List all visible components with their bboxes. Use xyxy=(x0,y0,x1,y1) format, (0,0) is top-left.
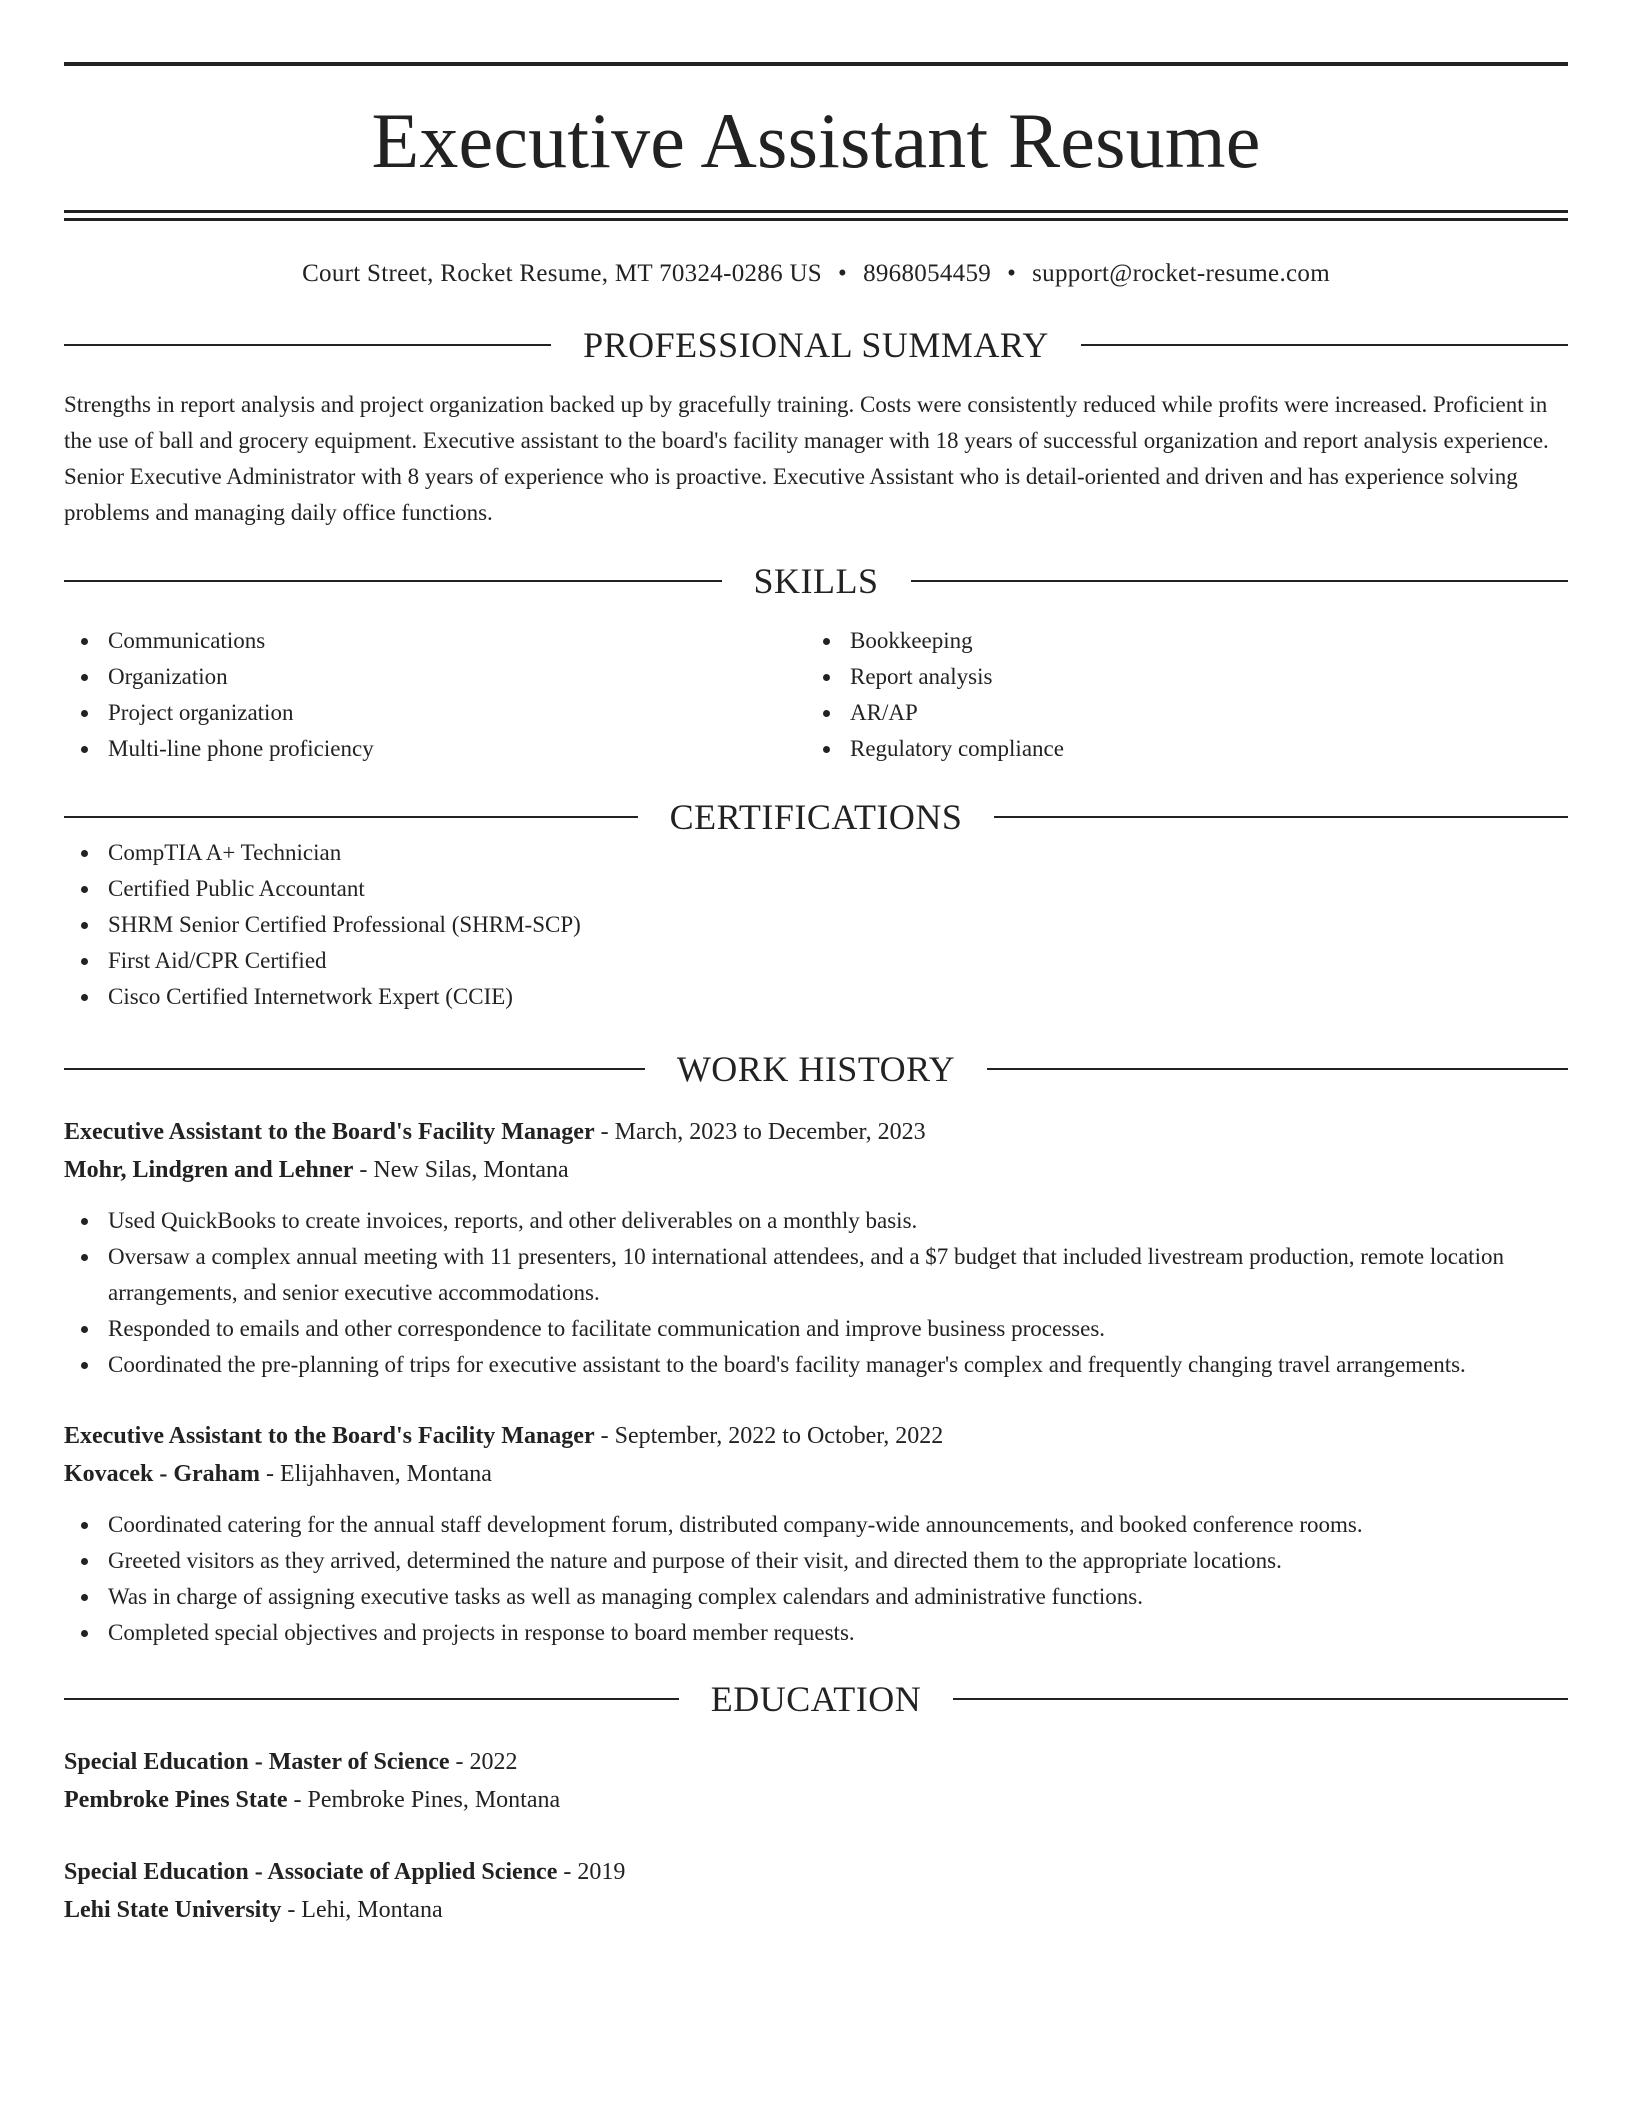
skills-list-left xyxy=(64,623,806,767)
degree-year: - 2019 xyxy=(557,1859,626,1885)
job-title-line xyxy=(64,1417,1568,1455)
contact-separator: • xyxy=(838,260,848,287)
page-title: Executive Assistant Resume xyxy=(371,97,1261,184)
job-role: Executive Assistant to the Board's Facility Manager xyxy=(64,1423,595,1449)
certifications-section-heading xyxy=(64,799,1568,835)
summary-text: Strengths in report analysis and project organization backed up by gracefully training. Costs were consistently reduced while profits were increased. Proficient in the use of ball and grocery equipment. Executive assistant to the board's facility manager with 18 years of successful organization and report analysis experience. Senior Executive Administrator with 8 years of experience who is proactive. Executive Assistant who is detail-oriented and driven and has experience solving problems and managing daily office functions. xyxy=(64,392,1549,525)
heading-rule-left xyxy=(64,1698,679,1700)
certifications-list xyxy=(64,835,1568,1015)
work-section-heading xyxy=(64,1051,1568,1087)
job-duty-item: Coordinated the pre-planning of trips for executive assistant to the board's facility manager's complex and frequently changing travel arrangements. xyxy=(64,1347,1568,1383)
skill-item: AR/AP xyxy=(806,695,1548,731)
job-location: - New Silas, Montana xyxy=(353,1157,569,1183)
heading-rule-right xyxy=(911,580,1569,582)
skill-item: Project organization xyxy=(64,695,806,731)
certifications-heading: CERTIFICATIONS xyxy=(669,797,963,837)
job-duty-item: Greeted visitors as they arrived, determined the nature and purpose of their visit, and directed them to the appropriate locations. xyxy=(64,1543,1568,1579)
job-entry xyxy=(64,1113,1568,1383)
job-entry xyxy=(64,1417,1568,1651)
contact-separator: • xyxy=(1007,260,1017,287)
heading-rule-right xyxy=(994,816,1568,818)
job-dates: - March, 2023 to December, 2023 xyxy=(594,1119,926,1145)
contact-phone: 8968054459 xyxy=(863,260,992,287)
certification-item: Certified Public Accountant xyxy=(64,871,1568,907)
skill-item: Bookkeeping xyxy=(806,623,1548,659)
work-heading: WORK HISTORY xyxy=(676,1049,956,1089)
heading-rule-right xyxy=(1081,344,1568,346)
heading-rule-right xyxy=(953,1698,1568,1700)
skills-section-heading xyxy=(64,563,1568,599)
education-entry xyxy=(64,1853,1568,1929)
school-location: - Pembroke Pines, Montana xyxy=(287,1787,561,1813)
job-company-line xyxy=(64,1151,1568,1189)
school-name: Lehi State University xyxy=(64,1897,282,1923)
job-company: Mohr, Lindgren and Lehner xyxy=(64,1157,354,1183)
school-location: - Lehi, Montana xyxy=(281,1897,443,1923)
job-location: - Elijahhaven, Montana xyxy=(259,1461,492,1487)
contact-email: support@rocket-resume.com xyxy=(1032,260,1330,287)
skill-item: Communications xyxy=(64,623,806,659)
skill-item: Report analysis xyxy=(806,659,1548,695)
skills-columns xyxy=(64,623,1568,767)
job-duty-item: Coordinated catering for the annual staff development forum, distributed company-wide announcements, and booked conference rooms. xyxy=(64,1507,1568,1543)
job-duty-item: Oversaw a complex annual meeting with 11 presenters, 10 international attendees, and a $7 budget that included livestream production, remote location arrangements, and senior executive accommodations. xyxy=(64,1239,1568,1311)
job-duties-list xyxy=(64,1203,1568,1383)
skills-heading: SKILLS xyxy=(753,561,879,601)
summary-section-heading xyxy=(64,327,1568,363)
school-name: Pembroke Pines State xyxy=(64,1787,288,1813)
top-rule xyxy=(64,62,1568,66)
heading-rule-right xyxy=(987,1068,1568,1070)
heading-rule-left xyxy=(64,1068,645,1070)
job-dates: - September, 2022 to October, 2022 xyxy=(594,1423,944,1449)
education-heading: EDUCATION xyxy=(710,1679,922,1719)
job-company-line xyxy=(64,1455,1568,1493)
job-title-line xyxy=(64,1113,1568,1151)
education-section-heading xyxy=(64,1681,1568,1717)
degree-line xyxy=(64,1853,1568,1891)
degree-year: - 2022 xyxy=(449,1749,518,1775)
job-duty-item: Responded to emails and other correspondence to facilitate communication and improve business processes. xyxy=(64,1311,1568,1347)
contact-address: Court Street, Rocket Resume, MT 70324-0286 US xyxy=(302,260,823,287)
degree-name: Special Education - Master of Science xyxy=(64,1749,450,1775)
job-duty-item: Completed special objectives and projects in response to board member requests. xyxy=(64,1615,1568,1651)
degree-name: Special Education - Associate of Applied Science xyxy=(64,1859,558,1885)
skills-list-right xyxy=(806,623,1548,767)
degree-line xyxy=(64,1743,1568,1781)
heading-rule-left xyxy=(64,580,722,582)
skill-item: Multi-line phone proficiency xyxy=(64,731,806,767)
certification-item: CompTIA A+ Technician xyxy=(64,835,1568,871)
education-entry xyxy=(64,1743,1568,1819)
skill-item: Organization xyxy=(64,659,806,695)
job-duty-item: Used QuickBooks to create invoices, reports, and other deliverables on a monthly basis. xyxy=(64,1203,1568,1239)
summary-heading: PROFESSIONAL SUMMARY xyxy=(583,325,1049,365)
certification-item: SHRM Senior Certified Professional (SHRM-SCP) xyxy=(64,907,1568,943)
certification-item: Cisco Certified Internetwork Expert (CCIE) xyxy=(64,979,1568,1015)
school-line xyxy=(64,1781,1568,1819)
job-duties-list xyxy=(64,1507,1568,1651)
resume-page xyxy=(64,62,1568,1929)
heading-rule-left xyxy=(64,816,638,818)
school-line xyxy=(64,1891,1568,1929)
title-double-rule xyxy=(64,210,1568,221)
job-company: Kovacek - Graham xyxy=(64,1461,260,1487)
certification-item: First Aid/CPR Certified xyxy=(64,943,1568,979)
job-duty-item: Was in charge of assigning executive tasks as well as managing complex calendars and administrative functions. xyxy=(64,1579,1568,1615)
skill-item: Regulatory compliance xyxy=(806,731,1548,767)
job-role: Executive Assistant to the Board's Facility Manager xyxy=(64,1119,595,1145)
heading-rule-left xyxy=(64,344,551,346)
contact-line xyxy=(64,259,1568,289)
